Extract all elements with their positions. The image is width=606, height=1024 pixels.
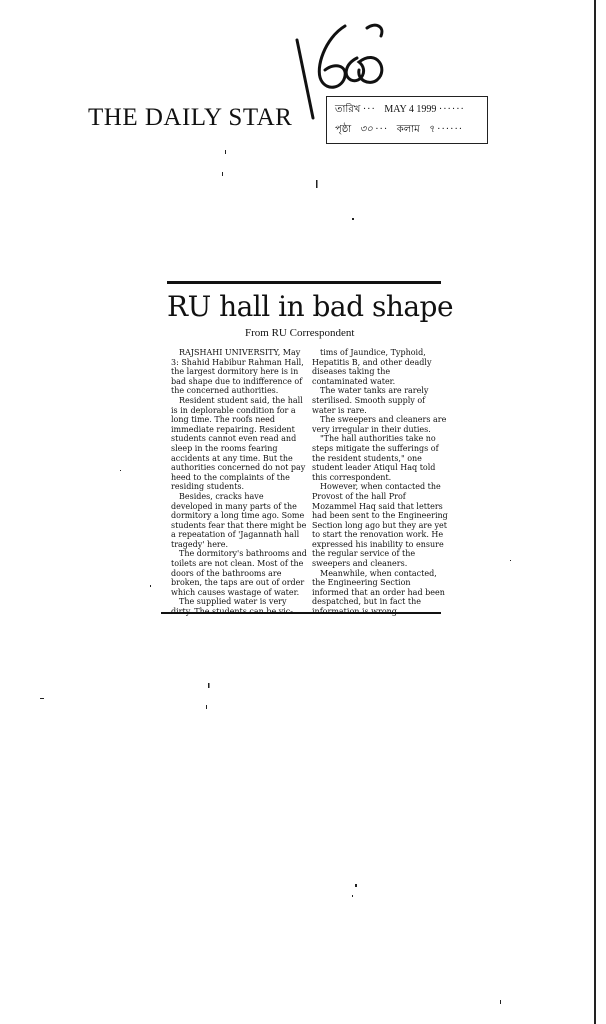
- article-paragraph: The water tanks are rarely sterilised. Smooth supply of water is rare.: [312, 386, 429, 415]
- article-paragraph: Resident student said, the hall is in deplorable condition for a long time. The roofs need immediate repairing. Resident students cannot even read and sleep in the rooms fearing accidents at any time. But the authorities concerned do not pay heed to the complaints of the residing students.: [171, 395, 306, 492]
- article-paragraph: Meanwhile, when contacted, the Engineering Section informed that an order had been despatched, but in fact the: [312, 568, 445, 607]
- stamp-column-value: ৭: [428, 124, 435, 135]
- article-paragraph: tims of Jaundice, Typhoid, Hepatitis B, and other deadly diseases taking the contaminated water.: [312, 348, 432, 386]
- article-headline: RU hall in bad shape: [167, 290, 454, 323]
- page-edge-line: [594, 0, 596, 1024]
- stamp-column-label: কলাম: [396, 124, 420, 135]
- article-paragraph: The sweepers and cleaners are very irregular in their duties.: [312, 415, 447, 434]
- stamp-date-label: তারিখ: [335, 104, 361, 115]
- article-paragraph: "The hall authorities take no steps mitigate the sufferings of the resident students," one student leader Atiqul Haq told this correspondent.: [312, 434, 439, 482]
- article-column-right: [312, 348, 448, 617]
- top-rule: [167, 281, 441, 284]
- article-paragraph: The supplied water is very: [179, 597, 287, 607]
- newspaper-masthead: THE DAILY STAR: [88, 104, 293, 131]
- stamp-page-value: ৩০: [359, 124, 373, 135]
- article-paragraph: Besides, cracks have developed in many parts of the dormitory a long time ago. Some students fear that there might be a repeatation of 'Jagannath hall tragedy' here.: [171, 491, 307, 549]
- article-byline: From RU Correspondent: [245, 327, 355, 339]
- archive-date-stamp: [326, 96, 488, 144]
- article-paragraph: RAJSHAHI UNIVERSITY, May 3: Shahid Habibur Rahman Hall, the largest dormitory here is in bad shape due to indifference of the concerned authorities.: [171, 348, 304, 396]
- stamp-page-row: পৃষ্ঠা ৩০ ··· কলাম ৭ ······: [335, 124, 464, 135]
- stamp-page-label: পৃষ্ঠা: [335, 124, 352, 135]
- stamp-date-value: MAY 4 1999: [384, 104, 437, 115]
- stamp-date-row: তারিখ ··· MAY 4 1999 ······: [335, 104, 465, 115]
- article-paragraph: The dormitory's bathrooms and toilets are not clean. Most of the doors of the bathrooms are broken, the taps are out of order which causes wastage of water.: [171, 549, 307, 597]
- article-paragraph: However, when contacted the Provost of the hall Prof Mozammel Haq said that letters had been sent to the Engineering Section long ago but they are yet to start the renovation work. He expressed his inability to ensure the regular service of the sweepers and cleaners.: [312, 482, 448, 569]
- bottom-rule: [161, 612, 441, 614]
- article-column-left: [171, 348, 307, 617]
- article-clipping: [157, 280, 454, 620]
